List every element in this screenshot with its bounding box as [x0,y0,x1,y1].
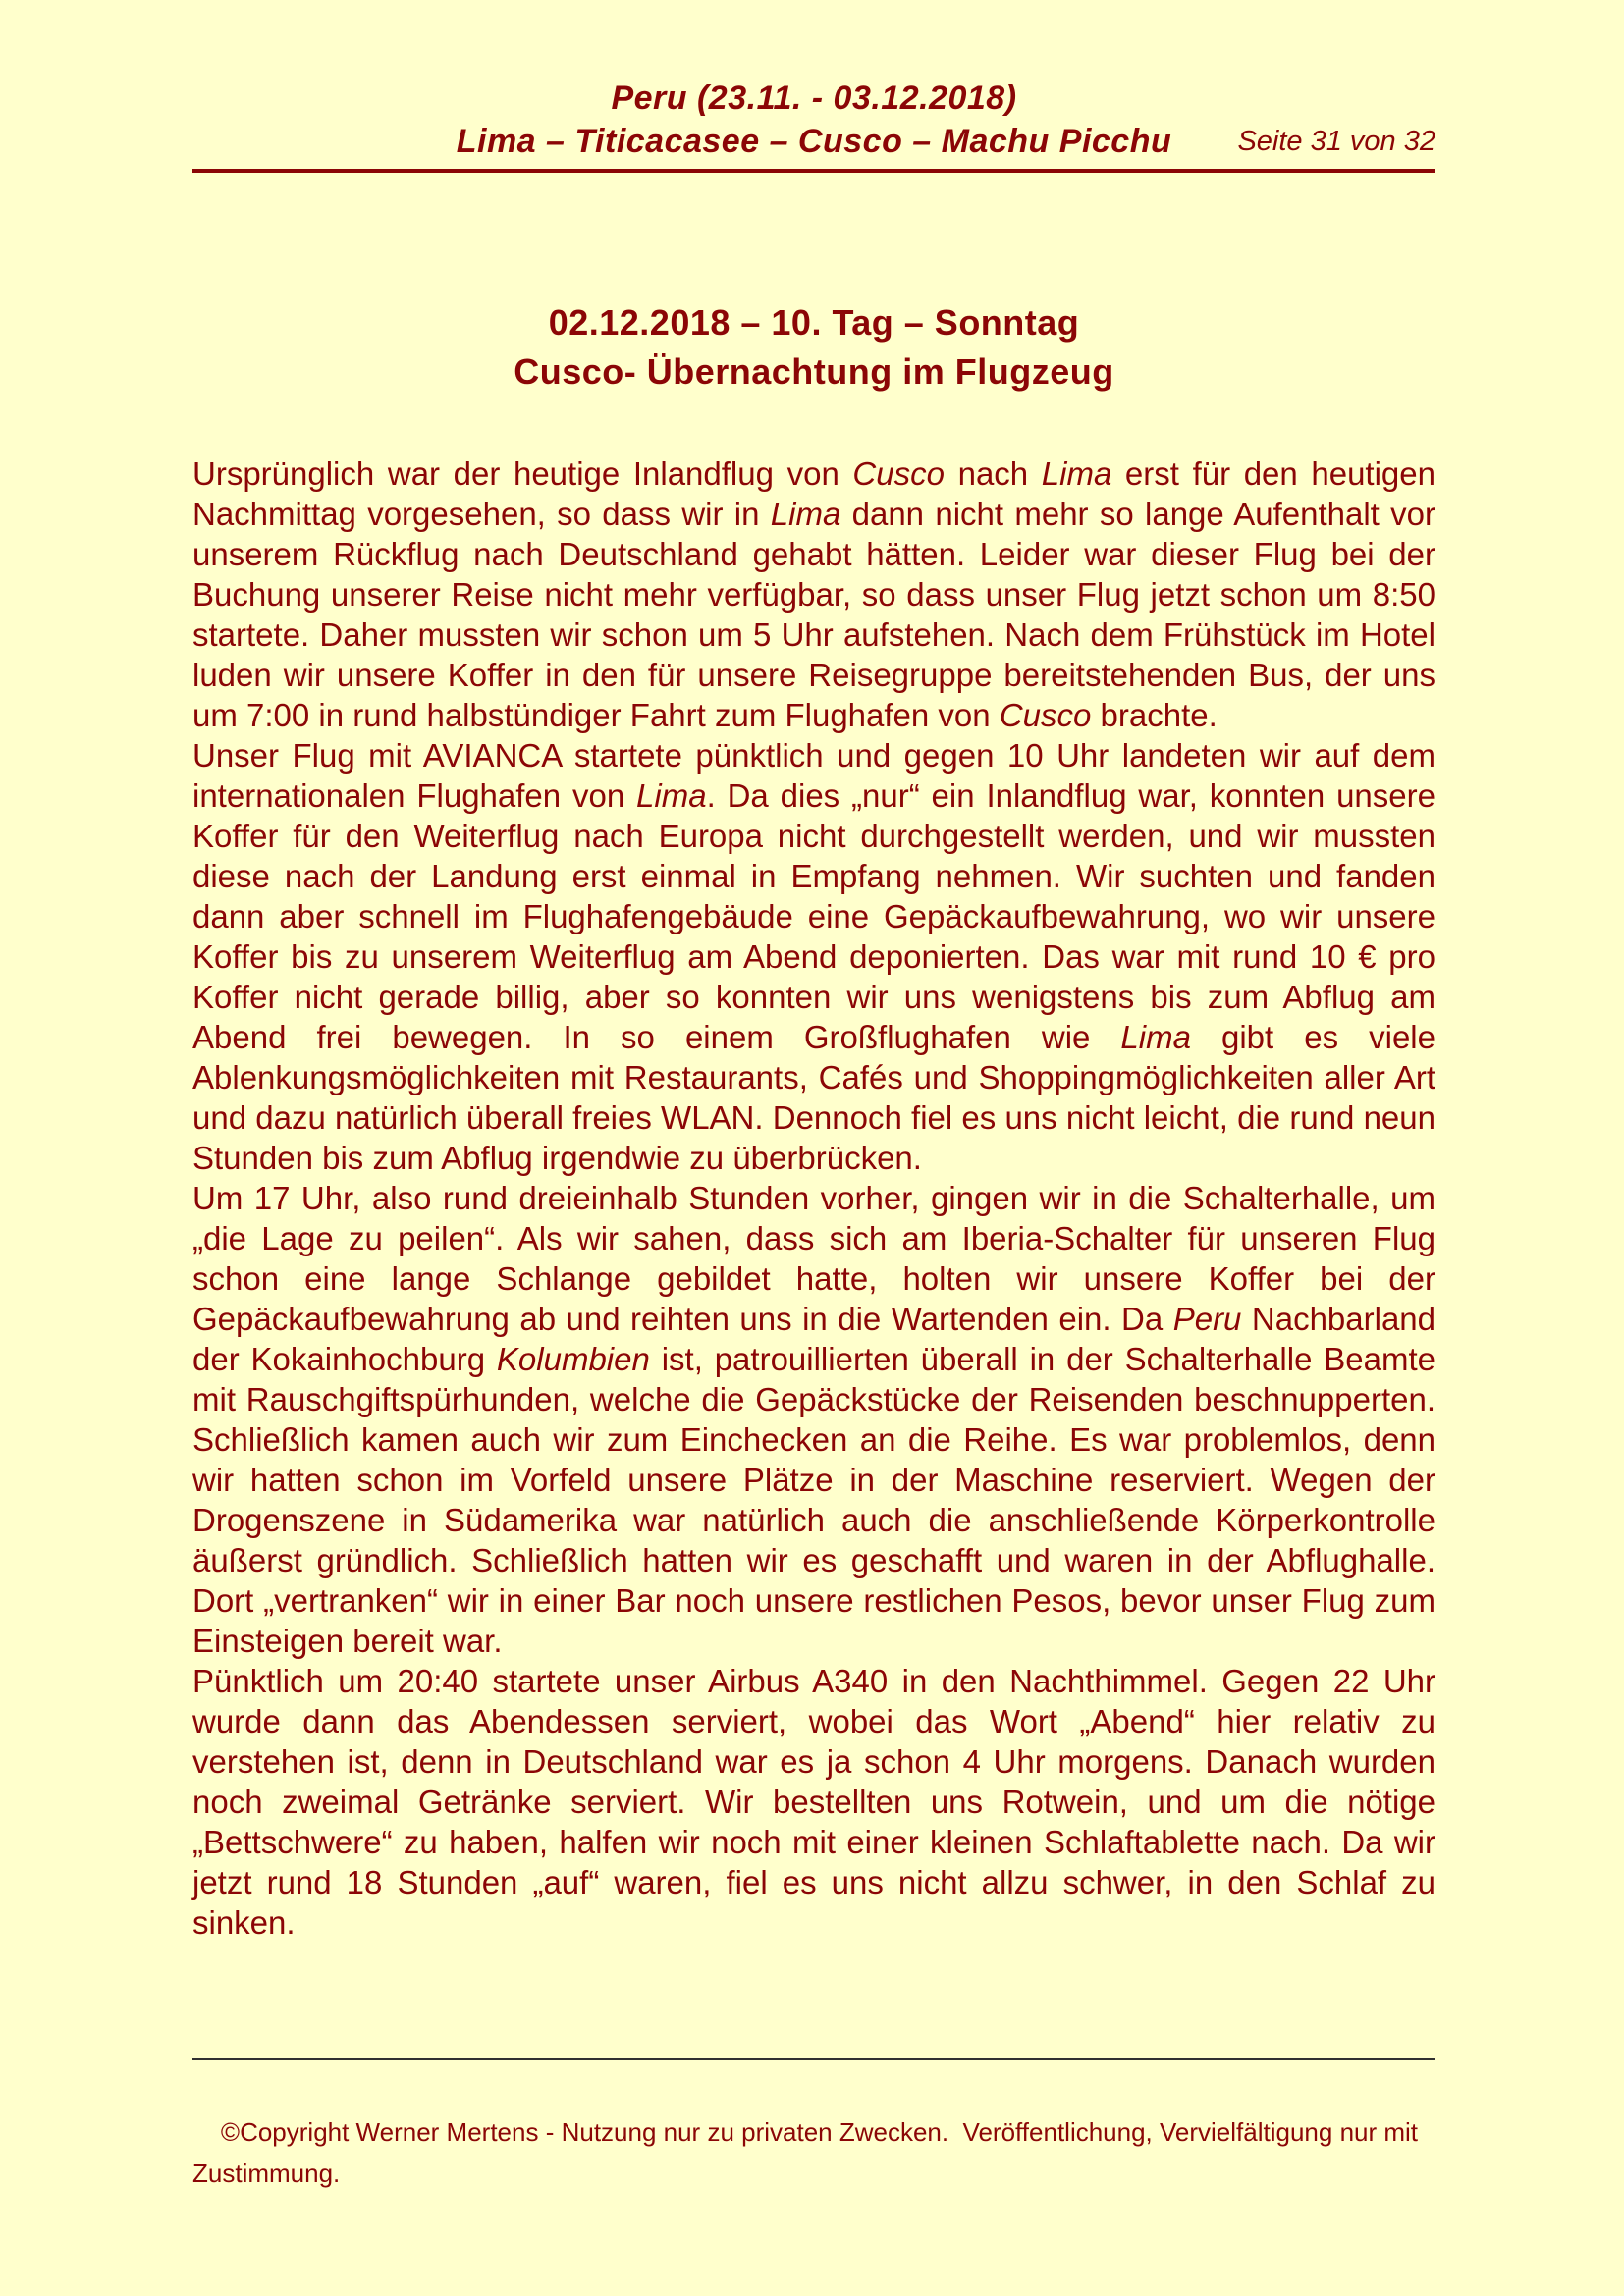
paragraph [192,1661,1435,1943]
copyright-notice: ©Copyright Werner Mertens - Nutzung nur zu privaten Zwecken. Veröffentlichung, Vervielfältigung nur mit Zustimmung. [192,2117,1426,2188]
italic-run: Lima [770,496,841,532]
text-run: ist, patrouillierten überall in der Schalterhalle Beamte mit Rauschgiftspürhunden, welche die Gepäckstücke der Reisenden beschnupperten. Schließlich kamen auch wir zum Einchecken an die Reihe. Es war problemlos, denn wir hatten schon im Vorfeld unsere Plätze in der Maschine reserviert. Wegen der Drogenszene in Südamerika war natürlich auch die anschließende Körperkontrolle äußerst gründlich. Schließlich hatten wir es geschafft und waren in der Abflughalle. Dort „vertranken“ wir in einer Bar noch unsere restlichen Pesos, bevor unser Flug zum Einsteigen bereit war. [192,1341,1435,1659]
text-run: gibt es viele Ablenkungsmöglichkeiten mit Restaurants, Cafés und Shoppingmöglichkeiten aller Art und dazu natürlich überall freies WLAN. Dennoch fiel es uns nicht leicht, die rund neun Stunden bis zum Abflug irgendwie zu überbrücken. [192,1019,1435,1176]
day-title-block [192,298,1435,397]
text-run: dann nicht mehr so lange Aufenthalt vor unserem Rückflug nach Deutschland gehabt hätten. Leider war dieser Flug bei der Buchung unserer Reise nicht mehr verfügbar, so dass unser Flug jetzt schon um 8:50 startete. Daher mussten wir schon um 5 Uhr aufstehen. Nach dem Frühstück im Hotel luden wir unsere Koffer in den für unsere Reisegruppe bereitstehenden Bus, der uns um 7:00 in rund halbstündiger Fahrt zum Flughafen von [192,496,1436,733]
text-run: brachte. [1091,697,1218,733]
content-column [192,0,1435,1943]
day-title-line1: 02.12.2018 – 10. Tag – Sonntag [548,302,1080,343]
paragraph [192,1178,1435,1661]
italic-run: Cusco [852,455,945,492]
italic-run: Cusco [999,697,1092,733]
page-header [192,0,1435,173]
text-run: Pünktlich um 20:40 startete unser Airbus A340 in den Nachthimmel. Gegen 22 Uhr wurde dann das Abendessen serviert, wobei das Wort „Abend“ hier relativ zu verstehen ist, denn in Deutschland war es ja schon 4 Uhr morgens. Danach wurden noch zweimal Getränke serviert. Wir bestellten uns Rotwein, und um die nötige „Bettschwere“ zu haben, halfen wir noch mit einer kleinen Schlaftablette nach. Da wir jetzt rund 18 Stunden „auf“ waren, fiel es uns nicht allzu schwer, in den Schlaf zu sinken. [192,1663,1435,1941]
text-run: nach [944,455,1042,492]
page-footer [192,2058,1435,2235]
text-run: Um 17 Uhr, also rund dreieinhalb Stunden vorher, gingen wir in die Schalterhalle, um „die Lage zu peilen“. Als wir sahen, dass sich am Iberia-Schalter für unseren Flug schon eine lange Schlange gebildet hatte, holten wir unsere Koffer bei der Gepäckaufbewahrung ab und reihten uns in die Wartenden ein. Da [192,1180,1435,1337]
text-run: erst für den heutigen Nachmittag vorgesehen, so dass wir in [192,455,1435,532]
italic-run: Lima [1041,455,1112,492]
text-run: Unser Flug mit AVIANCA startete pünktlich und gegen 10 Uhr landeten wir auf dem internationalen Flughafen von [192,737,1435,814]
italic-run: Peru [1172,1301,1242,1337]
body-text [192,454,1435,1943]
italic-run: Kolumbien [496,1341,650,1377]
trip-route: Lima – Titicacasee – Cusco – Machu Picchu [456,123,1172,160]
italic-run: Lima [636,777,707,814]
text-run: Nachbarland der Kokainhochburg [192,1301,1436,1377]
day-title-line2: Cusco- Übernachtung im Flugzeug [514,351,1114,392]
paragraph [192,454,1435,735]
text-run: . Da dies „nur“ ein Inlandflug war, konnten unsere Koffer für den Weiterflug nach Europa nicht durchgestellt werden, und wir mussten diese nach der Landung erst einmal in Empfang nehmen. Wir suchten und fanden dann aber schnell im Flughafengebäude eine Gepäckaufbewahrung, wo wir unsere Koffer bis zu unserem Weiterflug am Abend deponierten. Das war mit rund 10 € pro Koffer nicht gerade billig, aber so konnten wir uns wenigstens bis zum Abflug am Abend frei bewegen. In so einem Großflughafen wie [192,777,1435,1055]
route-row [192,120,1435,163]
page-indicator: Seite 31 von 32 [1237,126,1435,157]
paragraph [192,735,1435,1178]
italic-run: Lima [1120,1019,1191,1055]
trip-title: Peru (23.11. - 03.12.2018) [611,80,1017,117]
text-run: Ursprünglich war der heutige Inlandflug von [192,455,853,492]
